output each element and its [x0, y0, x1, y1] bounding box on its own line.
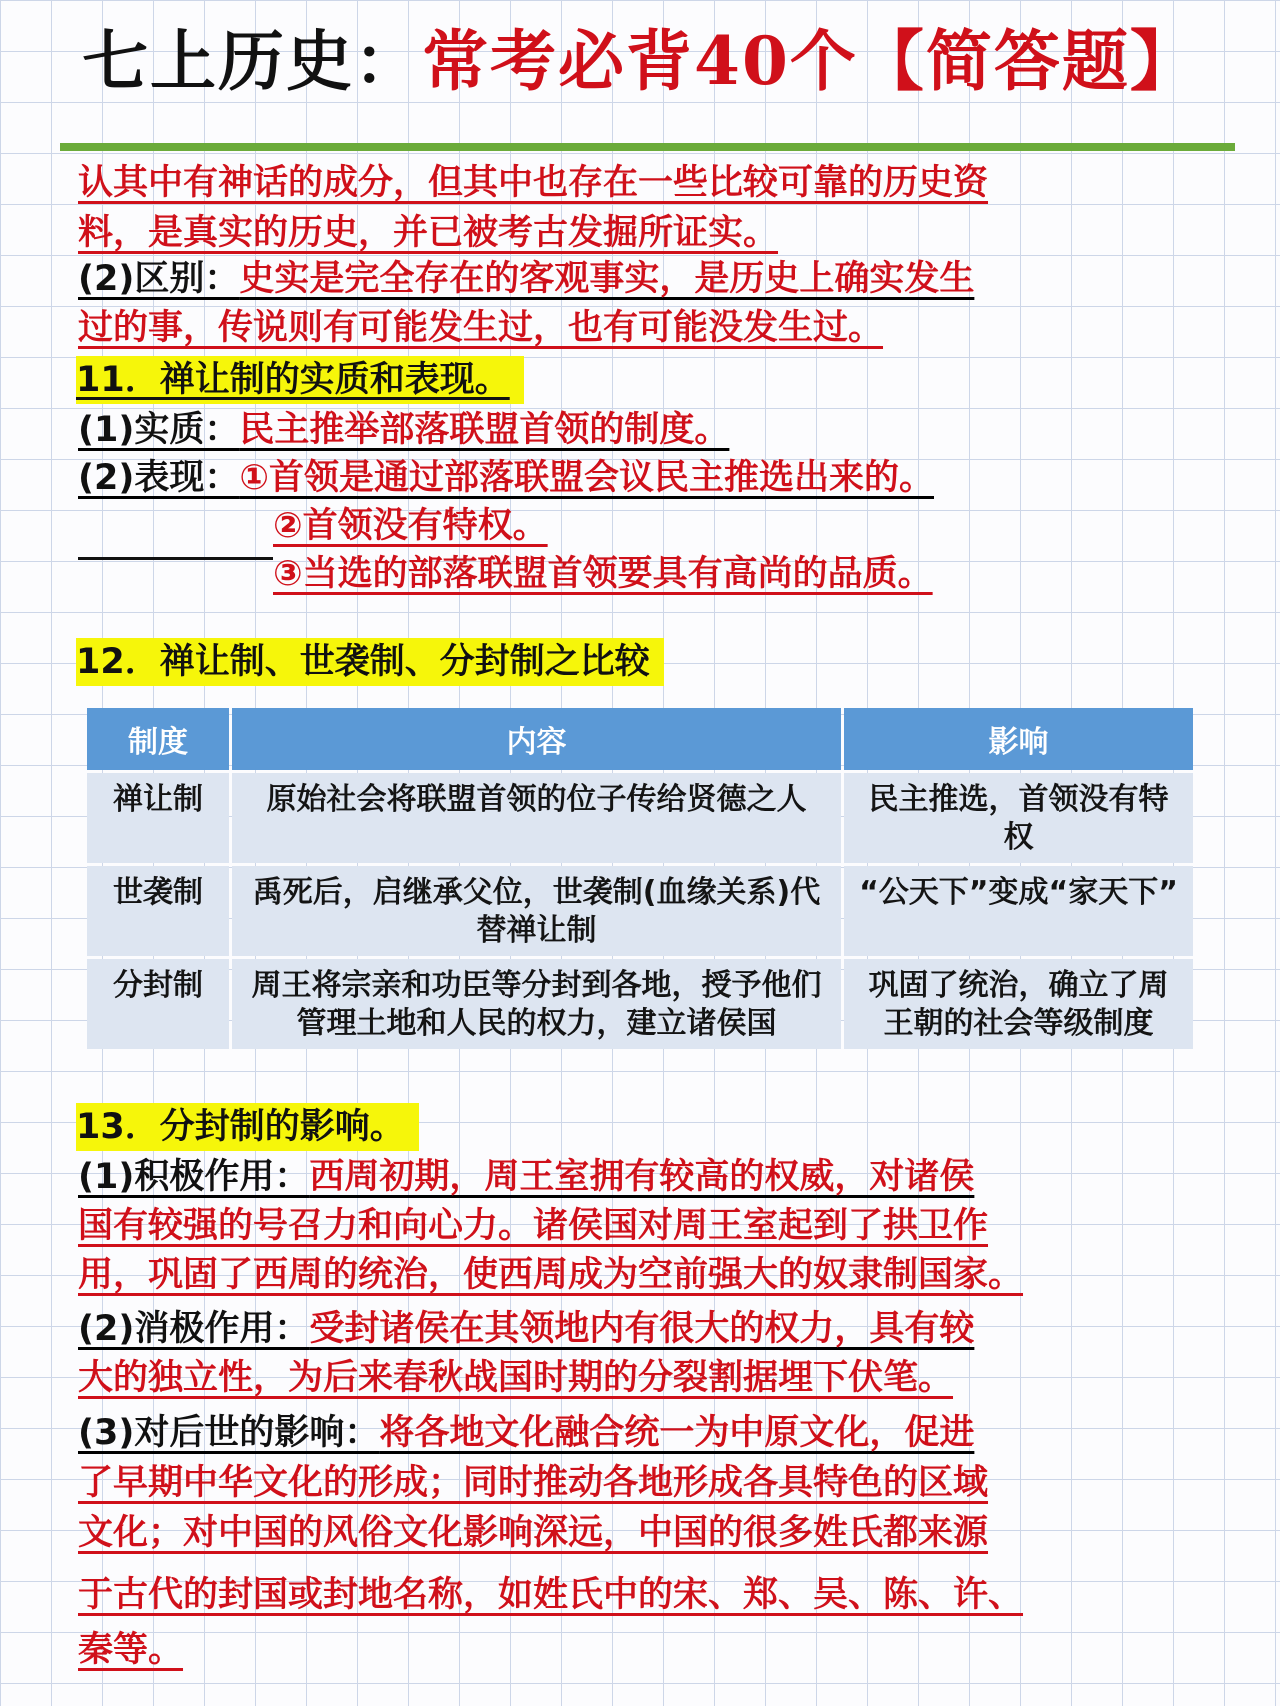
table-cell: 原始社会将联盟首领的位子传给贤德之人	[232, 773, 841, 863]
text-line: 料，是真实的历史，并已被考古发掘所证实。	[78, 213, 779, 253]
question-heading: 11．禅让制的实质和表现。	[76, 356, 524, 404]
title-divider	[60, 143, 1235, 151]
text-line: 秦等。	[78, 1630, 184, 1670]
table-cell: 禹死后，启继承父位，世袭制(血缘关系)代替禅让制	[232, 866, 841, 956]
table-cell: 巩固了统治，确立了周王朝的社会等级制度	[844, 959, 1193, 1049]
text-line: 国有较强的号召力和向心力。诸侯国对周王室起到了拱卫作	[78, 1206, 989, 1246]
answer-text: 受封诸侯在其领地内有很大的权力，具有较	[309, 1309, 975, 1349]
answer-line	[78, 453, 934, 503]
table-cell: “公天下”变成“家天下”	[844, 866, 1193, 956]
answer-label: (2)消极作用：	[78, 1309, 310, 1349]
answer-text: 西周初期，周王室拥有较高的权威，对诸侯	[309, 1157, 975, 1197]
text-line: 认其中有神话的成分，但其中也存在一些比较可靠的历史资	[78, 163, 989, 203]
table-cell: 民主推选，首领没有特权	[844, 773, 1193, 863]
table-header-row	[87, 708, 1193, 770]
answer-line	[78, 1408, 974, 1458]
table-header-cell: 影响	[844, 708, 1193, 770]
answer-label: (1)积极作用：	[78, 1157, 310, 1197]
answer-text: ①首领是通过部落联盟会议民主推选出来的。	[239, 458, 934, 498]
table-cell: 世袭制	[87, 866, 229, 956]
answer-line	[78, 1152, 974, 1202]
answer-line	[78, 405, 729, 455]
title-subject: 七上历史：	[82, 22, 423, 100]
answer-text: 史实是完全存在的客观事实，是历史上确实发生	[239, 259, 975, 299]
text-line: ②首领没有特权。	[273, 506, 548, 546]
comparison-table	[84, 705, 1196, 1052]
page-title	[0, 22, 1280, 100]
answer-line	[78, 1304, 974, 1354]
answer-label: (2)表现：	[78, 458, 240, 498]
answer-text: 民主推举部落联盟首领的制度。	[239, 410, 730, 450]
text-line: 大的独立性，为后来春秋战国时期的分裂割据埋下伏笔。	[78, 1358, 954, 1398]
text-line: 于古代的封国或封地名称，如姓氏中的宋、郑、吴、陈、许、	[78, 1575, 1024, 1615]
text-line: 了早期中华文化的形成；同时推动各地形成各具特色的区域	[78, 1463, 989, 1503]
table-row	[87, 866, 1193, 956]
text-line: 文化；对中国的风俗文化影响深远，中国的很多姓氏都来源	[78, 1513, 989, 1553]
table-row	[87, 959, 1193, 1049]
question-heading: 12．禅让制、世袭制、分封制之比较	[76, 638, 664, 686]
text-line: 过的事，传说则有可能发生过，也有可能没发生过。	[78, 308, 884, 348]
table-row	[87, 773, 1193, 863]
answer-label: (3)对后世的影响：	[78, 1413, 380, 1453]
table-header-cell: 内容	[232, 708, 841, 770]
answer-label: (2)区别：	[78, 259, 240, 299]
table-header-cell: 制度	[87, 708, 229, 770]
question-heading: 13．分封制的影响。	[76, 1103, 419, 1151]
answer-line	[78, 254, 974, 304]
title-topic: 常考必背40个【简答题】	[422, 22, 1198, 100]
answer-text: 将各地文化融合统一为中原文化，促进	[379, 1413, 975, 1453]
text-line: 用，巩固了西周的统治，使西周成为空前强大的奴隶制国家。	[78, 1255, 1024, 1295]
text-line: ③当选的部落联盟首领要具有高尚的品质。	[273, 554, 933, 594]
answer-label: (1)实质：	[78, 410, 240, 450]
table-cell: 禅让制	[87, 773, 229, 863]
table-cell: 分封制	[87, 959, 229, 1049]
indent-underline	[78, 557, 273, 560]
table-cell: 周王将宗亲和功臣等分封到各地，授予他们管理土地和人民的权力，建立诸侯国	[232, 959, 841, 1049]
